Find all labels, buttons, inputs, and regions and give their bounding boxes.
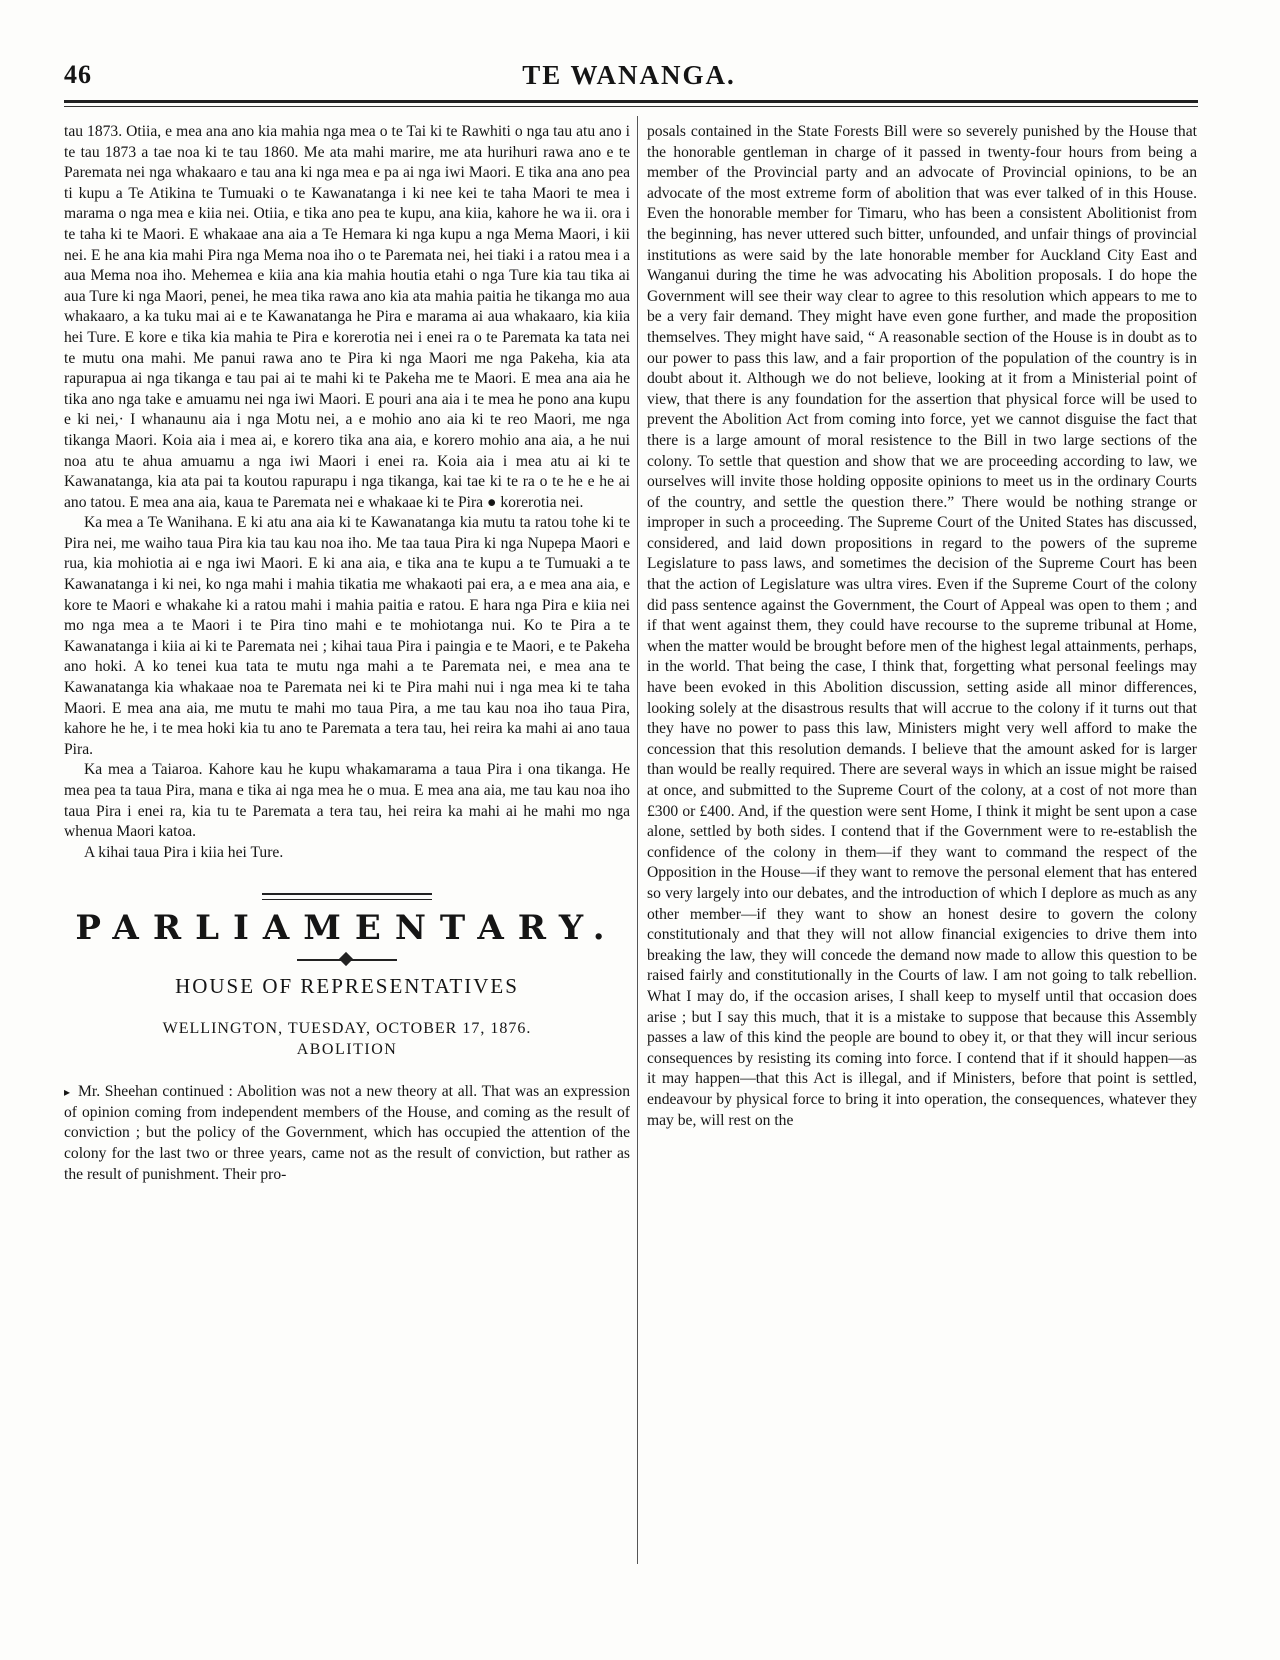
dateline: WELLINGTON, TUESDAY, OCTOBER 17, 1876. [162, 1019, 532, 1037]
topic-heading: ABOLITION [296, 1040, 398, 1058]
column-divider [637, 116, 638, 1564]
section-heading: PARLIAMENTARY. [75, 908, 619, 949]
header-rule [64, 100, 1198, 103]
house-subheading: HOUSE OF REPRESENTATIVES [175, 974, 519, 999]
maori-paragraph-2: Ka mea a Te Wanihana. E ki atu ana aia ki te Kawanatanga kia mutu ta ratou tohe ki te Pira nei, me waiho taua Pira kia tau kau noa iho. Me taa taua Pira ki nga Nupepa Maori e rua, kia mohiotia ai e nga iwi Maori. E ki ana aia, e tika ana te kupu a te Tumuaki a te Kawanatanga i ki nei, ko nga mahi i mahia tikatia me whakaoti pai era, a e mea ana aia, e kore te Maori e whakahe ki a ratou mahi i mahia paitia e ratou. E hara nga Pira e kiia nei mo nga mea a te Maori i te Pira tino mahi e te mohiotanga nui. Ko te Pira a te Kawanatanga i kiia ai ki te Paremata nei ; kihai taua Pira i paingia e te Maori, e te Pakeha ano hoki. A ko tenei kua tata te mutu nga mahi a te Paremata nei, e mea ana te Kawanatanga kia whakaae noa te Paremata nei ki te Pira mahi nui i nga mea ki te taha Maori. E mea ana aia, me mutu te mahi mo taua Pira, a me tau kau noa iho taua Pira, kahore he he, i te mea hoki kia tu ano te Paremata a tera tau, hei reira ka mahi ai ano taua Pira. [64, 514, 630, 758]
newspaper-title: TE WANANGA. [522, 60, 736, 90]
diamond-ornament [297, 954, 397, 966]
section-rule [262, 893, 432, 895]
page-number: 46 [64, 60, 92, 89]
right-column [647, 122, 1197, 1131]
maori-paragraph-3: Ka mea a Taiaroa. Kahore kau he kupu whakamarama a taua Pira i ona tikanga. He mea pea ta taua Pira, mana e tika ai nga mea he o mua. E mea ana aia, me tau kau noa iho taua Pira i enei ra, kia tu te Paremata a tera tau, hei reira ka mahi ai he mahi mo nga whenua Maori katoa. [64, 761, 630, 841]
section-rule-thin [262, 899, 432, 900]
paragraph-mark-icon: ▸ [64, 1085, 71, 1100]
maori-paragraph-4: A kihai taua Pira i kiia hei Ture. [84, 843, 284, 861]
speech-continuation: posals contained in the State Forests Bill were so severely punished by the House that the honorable gentleman in charge of it passed in twenty-four hours from being a member of the Provincial party and an advocate of Provincial opinions, to be an advocate of the most extreme form of abolition that was ever talked of in this House. Even the honorable member for Timaru, who has been a consistent Abolitionist from the beginning, has never uttered such bitter, unfounded, and unfair things of provincial institutions as were said by the late honorable member for Auckland City East and Wanganui during the time he was advocating his Abolition proposals. I do hope the Government will see their way clear to agree to this resolution which appears to me to be a very fair demand. They might have even gone further, and made the proposition themselves. They might have said, “ A reasonable section of the House is in doubt as to our power to pass this law, and a fair proportion of the population of the country is in doubt about it. Although we do not believe, looking at it from a Ministerial point of view, that there is any foundation for the assertion that physical force will be used to prevent the Abolition Act from coming into force, yet we cannot disguise the fact that there is a large amount of moral resistence to the Bill in two large sections of the colony. To settle that question and show that we are proceeding according to law, we ourselves will invite those holding opposite opinions to meet us in the ordinary Courts of the country, and settle the question there.” There would be nothing strange or improper in such a proceeding. The Supreme Court of the United States has discussed, considered, and laid down propositions in regard to the powers of the supreme Legislature to pass laws, and sometimes the decision of the Supreme Court has been that the action of Legislature was ultra vires. Even if the Supreme Court of the colony did pass sentence against the Government, the Court of Appeal was open to them ; and if that went against them, they could have recourse to the supreme tribunal at Home, when the matter would be brought before men of the highest legal attainments, perhaps, in the world. That being the case, I think that, forgetting what personal feelings may have been evoked in this Abolition discussion, setting aside all minor differences, looking solely at the disastrous results that will accrue to the colony if it turns out that they have no power to pass this law, Ministers might very well afford to make the concession that this resolution demands. I believe that the amount asked for is larger than would be really required. There are several ways in which an issue might be raised at once, and submitted to the Supreme Court of the colony, at a cost of not more than £300 or £400. And, if the question were sent Home, I think it might be sent upon a case alone, settled by both sides. I contend that if the Government were to re-establish the confidence of the colony in them—if they want to command the respect of the Opposition in the House—if they want to remove the personal element that has entered so very largely into our debates, and the introduction of which I deplore as much as any other member—if they want to show an honest desire to govern the colony constitutionaly and that they will not allow financial exigencies to drive them into breaking the law, they will concede the demand now made to allow this question to be raised fairly and constitutionally in the Courts of law. I am not going to talk rebellion. What I may do, if the occasion arises, I shall keep to myself until that occasion does arise ; but I say this much, that it is a mistake to suppose that because this Assembly passes a law of this kind the people are bound to obey it, or that they will incur serious consequences by resisting its coming into force. I contend that if it should happen—as it may happen—that this Act is illegal, and if Ministers, before that point is settled, endeavour by physical force to bring it into operation, the consequences, whatever they may be, will rest on the [647, 123, 1197, 1129]
maori-paragraph-1: tau 1873. Otiia, e mea ana ano kia mahia nga mea o te Tai ki te Rawhiti o nga tau atu ano i te tau 1873 a tae noa ki te tau 1860. Me ata mahi marire, me ata hurihuri rawa ano e te Paremata nei nga whakaaro e tau ana ki nga mea e pa ai nga iwi Maori. E tika ana ano pea ti kupu a Te Atikina te Tumuaki o te Kawanatanga i ki nee kei te taha Maori te mea i marama o nga mea e kiia nei. Otiia, e tika ano pea te kupu, ana kiia, kahore he wa ii. ora i te taha ki te Maori. E whakaae ana aia a Te Hemara ki nga kupu a nga Mema Maori, i kii nei. E he ana kia mahi Pira nga Mema noa iho o te Paremata nei, hei tiaki i a ratou mea i a aua Mema noa iho. Mehemea e kiia ana kia mahia houtia etahi o nga Ture kia tau tika ai aua Ture ki nga Maori, penei, he mea tika rawa ano kia ata mahia paitia he tikanga mo aua whakaaro, a ka tuku mai ai e te Kawanatanga he Pira e marama ai aua whakaaro, kia kiia hei Ture. E kore e tika kia mahia te Pira e korerotia nei i enei ra o te Paremata ka tata nei te mutu ona mahi. Me panui rawa ano te Pira ki nga Maori me nga Pakeha, kia ata rapurapua ai nga tikanga e tau pai ai te mahi ki te Pakeha me te Maori. E mea ana aia he tika ano nga take e amuamu nei nga iwi Maori. E pouri ana aia i te mea he pono ana kupu e ki nei,· I whanaunu aia i nga Motu nei, a e mohio ano aia ki te reo Maori, me nga tikanga Maori. Koia aia i mea ai, e korero tika ana aia, e korero mohio ana aia, a he nui noa atu te ahua amuamu a nga iwi Maori i enei ra. Koia aia i mea atu ai ki te Kawanatanga, kia ata pai ta koutou rapurapu i nga tikanga, kai tae ki te ra o te he e he ai ano tatou. E mea ana aia, kaua te Paremata nei e whakaae ki te Pira ● korerotia nei. [64, 123, 630, 511]
speech-opening [64, 1082, 630, 1185]
speech-opening-text: Mr. Sheehan continued : Abolition was not a new theory at all. That was an expression of opinion coming from independent members of the House, and coming as the result of conviction ; but the policy of the Government, which has occupied the attention of the colony for the last two or three years, came not as the result of conviction, but rather as the result of punishment. Their pro- [64, 1083, 630, 1183]
page-header [64, 60, 1194, 104]
header-rule-thin [64, 106, 1198, 107]
left-column [64, 122, 630, 1185]
